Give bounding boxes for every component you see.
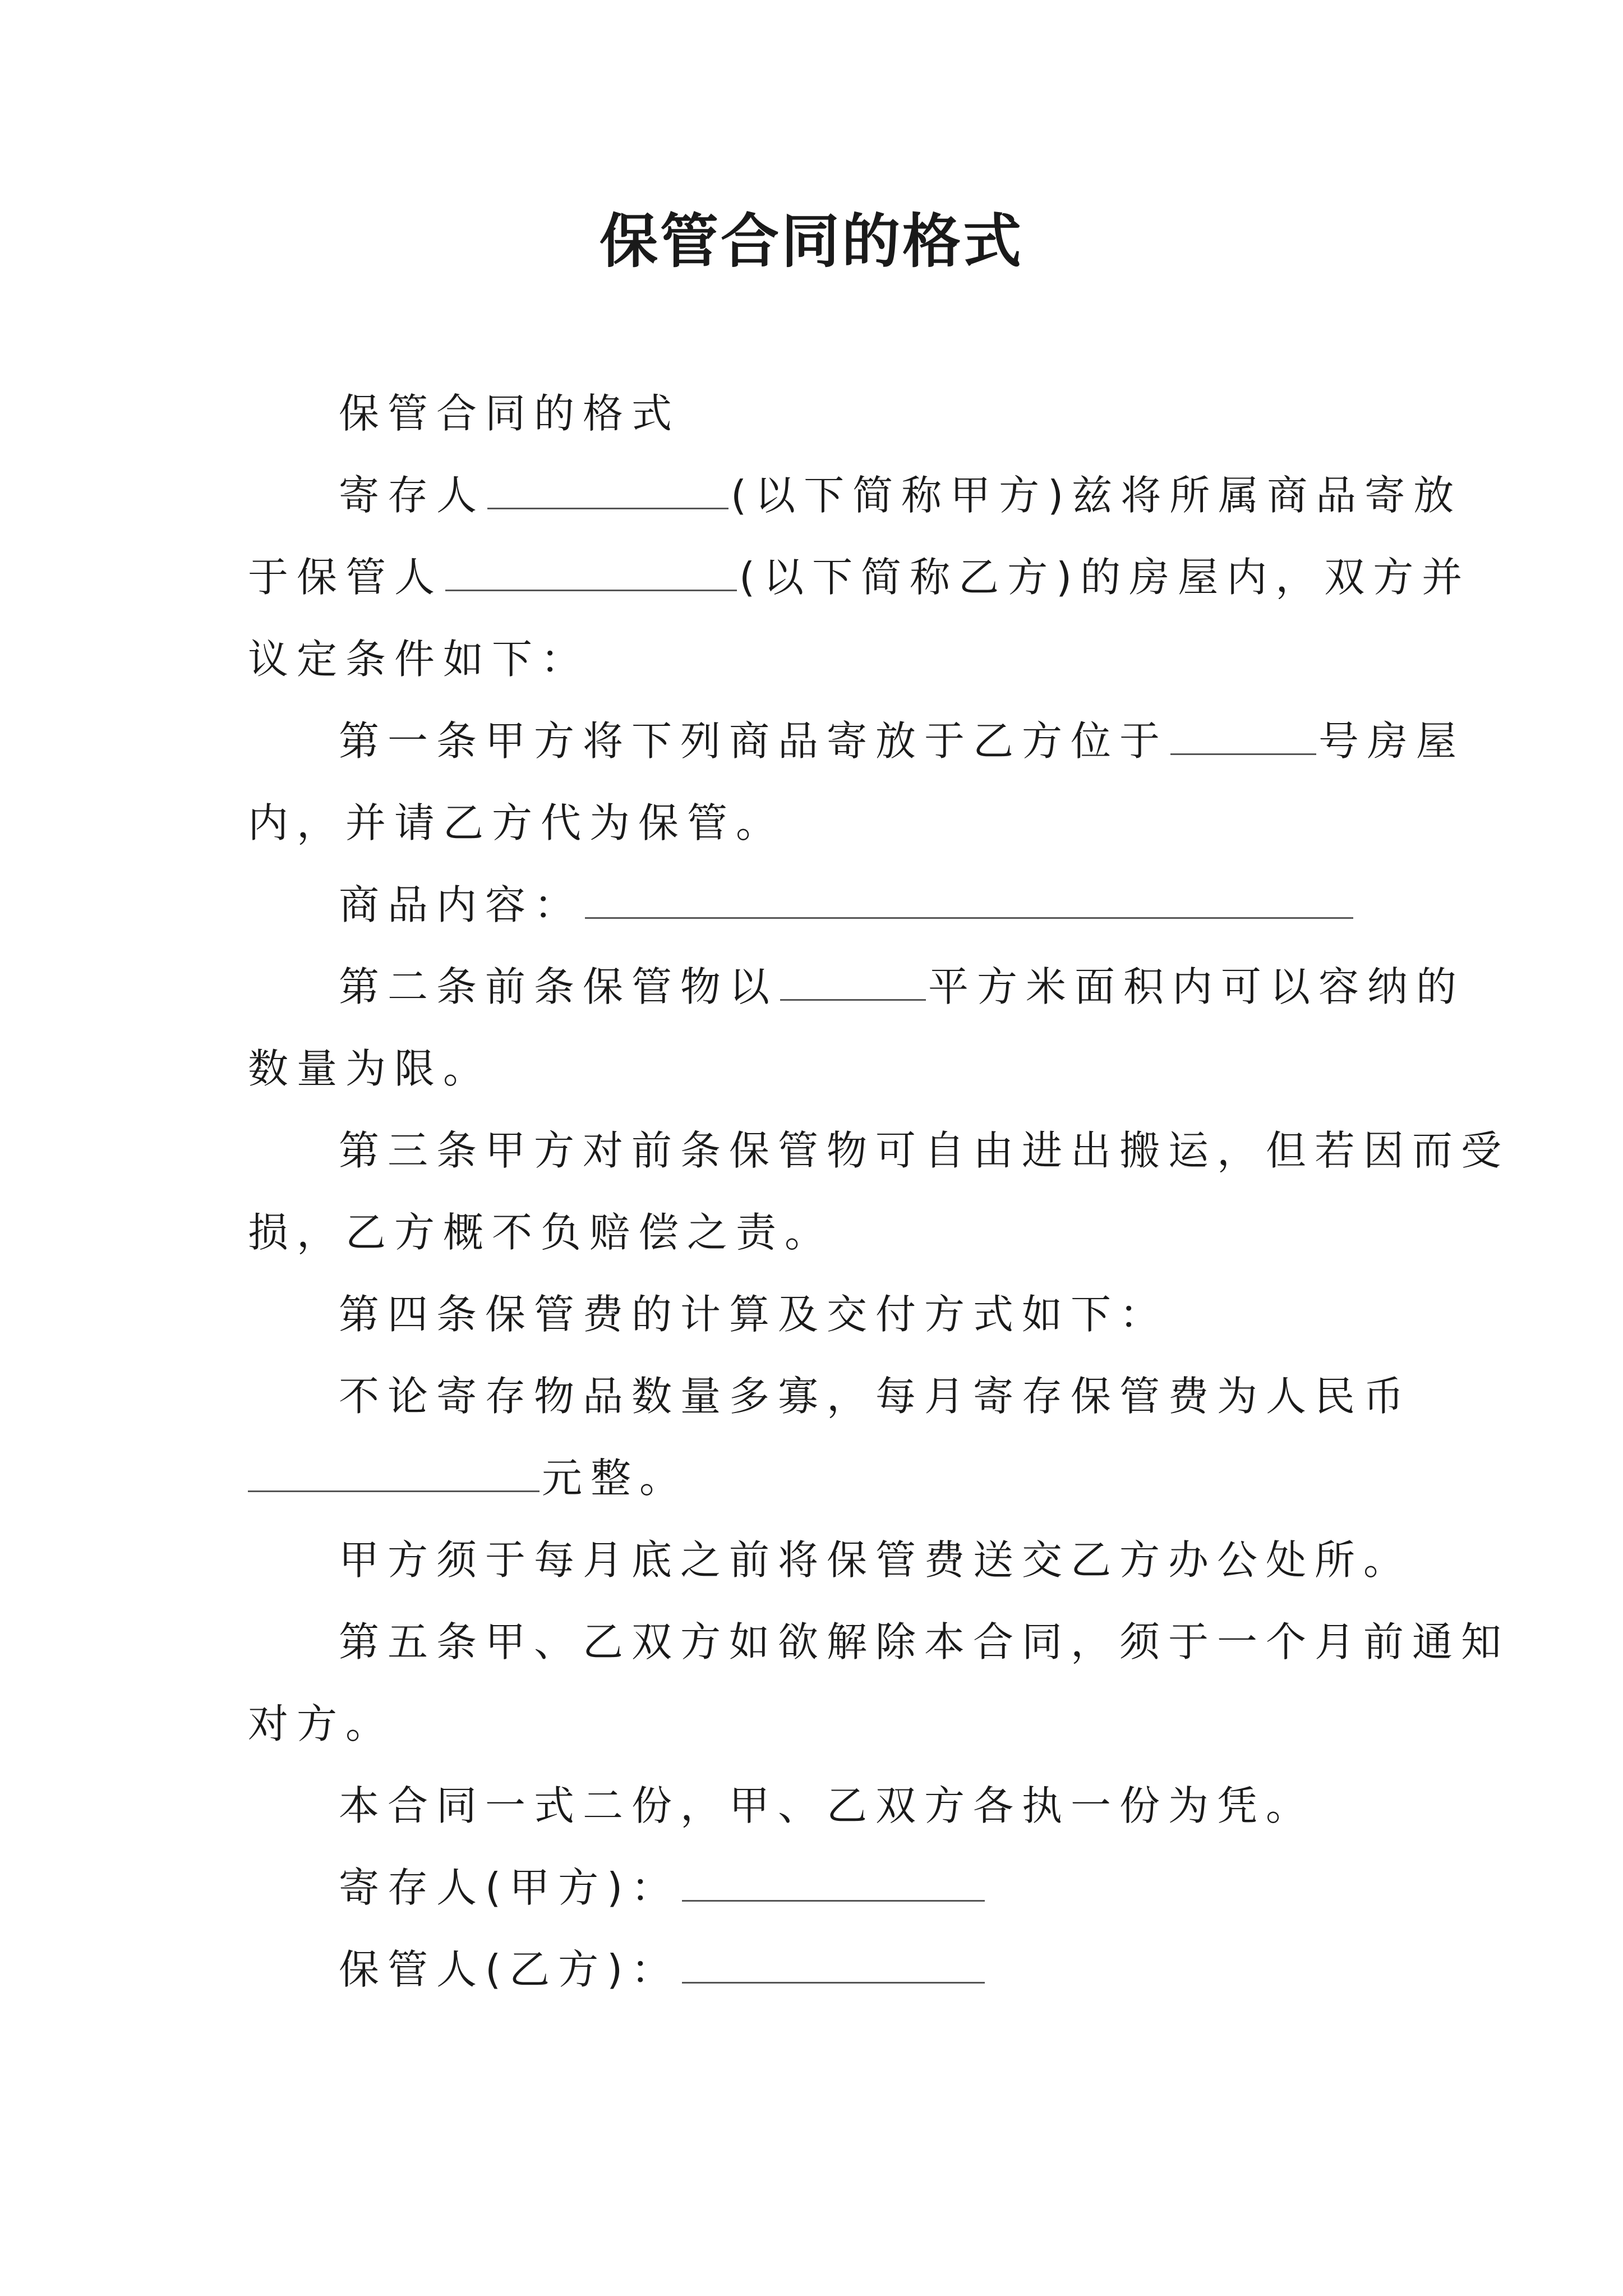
goods-content-blank <box>585 878 1353 919</box>
article-5-cont-line: 对方。 <box>248 1700 395 1747</box>
copies-line: 本合同一式二份，甲、乙双方各执一份为凭。 <box>339 1782 1315 1829</box>
article-1-line: 第一条甲方将下列商品寄放于乙方位于 号房屋 <box>248 700 1381 782</box>
custodian-line: 于保管人 (以下简称乙方)的房屋内，双方并 <box>248 536 1381 618</box>
area-blank <box>780 960 926 1001</box>
party-b-signature-blank <box>682 1943 985 1984</box>
custodian-blank <box>445 550 737 591</box>
conditions-line: 议定条件如下： <box>248 636 590 683</box>
fee-amount-blank <box>248 1451 540 1492</box>
party-a-signature-blank <box>682 1861 985 1902</box>
article-1-cont-line: 内，并请乙方代为保管。 <box>248 799 785 846</box>
article-2-line: 第二条前条保管物以 平方米面积内可以容纳的 <box>248 946 1381 1028</box>
party-b-signature-line: 保管人(乙方)： <box>248 1929 1381 2010</box>
party-a-signature-line: 寄存人(甲方)： <box>248 1847 1381 1929</box>
article-5-line: 第五条甲、乙双方如欲解除本合同，须于一个月前通知 <box>339 1618 1510 1665</box>
goods-content-line: 商品内容： <box>248 864 1381 946</box>
depositor-blank <box>487 468 728 509</box>
fee-line: 不论寄存物品数量多寡，每月寄存保管费为人民币 <box>339 1373 1413 1420</box>
fee-amount-line: 元整。 <box>248 1437 1381 1519</box>
document-title: 保管合同的格式 <box>599 207 1023 275</box>
article-3-cont-line: 损，乙方概不负赔偿之责。 <box>248 1209 834 1256</box>
article-3-line: 第三条甲方对前条保管物可自由进出搬运，但若因而受 <box>339 1127 1510 1174</box>
article-2-cont-line: 数量为限。 <box>248 1045 492 1092</box>
contract-body <box>248 372 1510 2010</box>
subtitle-line: 保管合同的格式 <box>339 390 681 437</box>
payment-line: 甲方须于每月底之前将保管费送交乙方办公处所。 <box>339 1536 1413 1584</box>
room-number-blank <box>1170 714 1316 755</box>
article-4-line: 第四条保管费的计算及交付方式如下： <box>339 1291 1169 1338</box>
depositor-line: 寄存人 (以下简称甲方)兹将所属商品寄放 <box>248 454 1381 536</box>
